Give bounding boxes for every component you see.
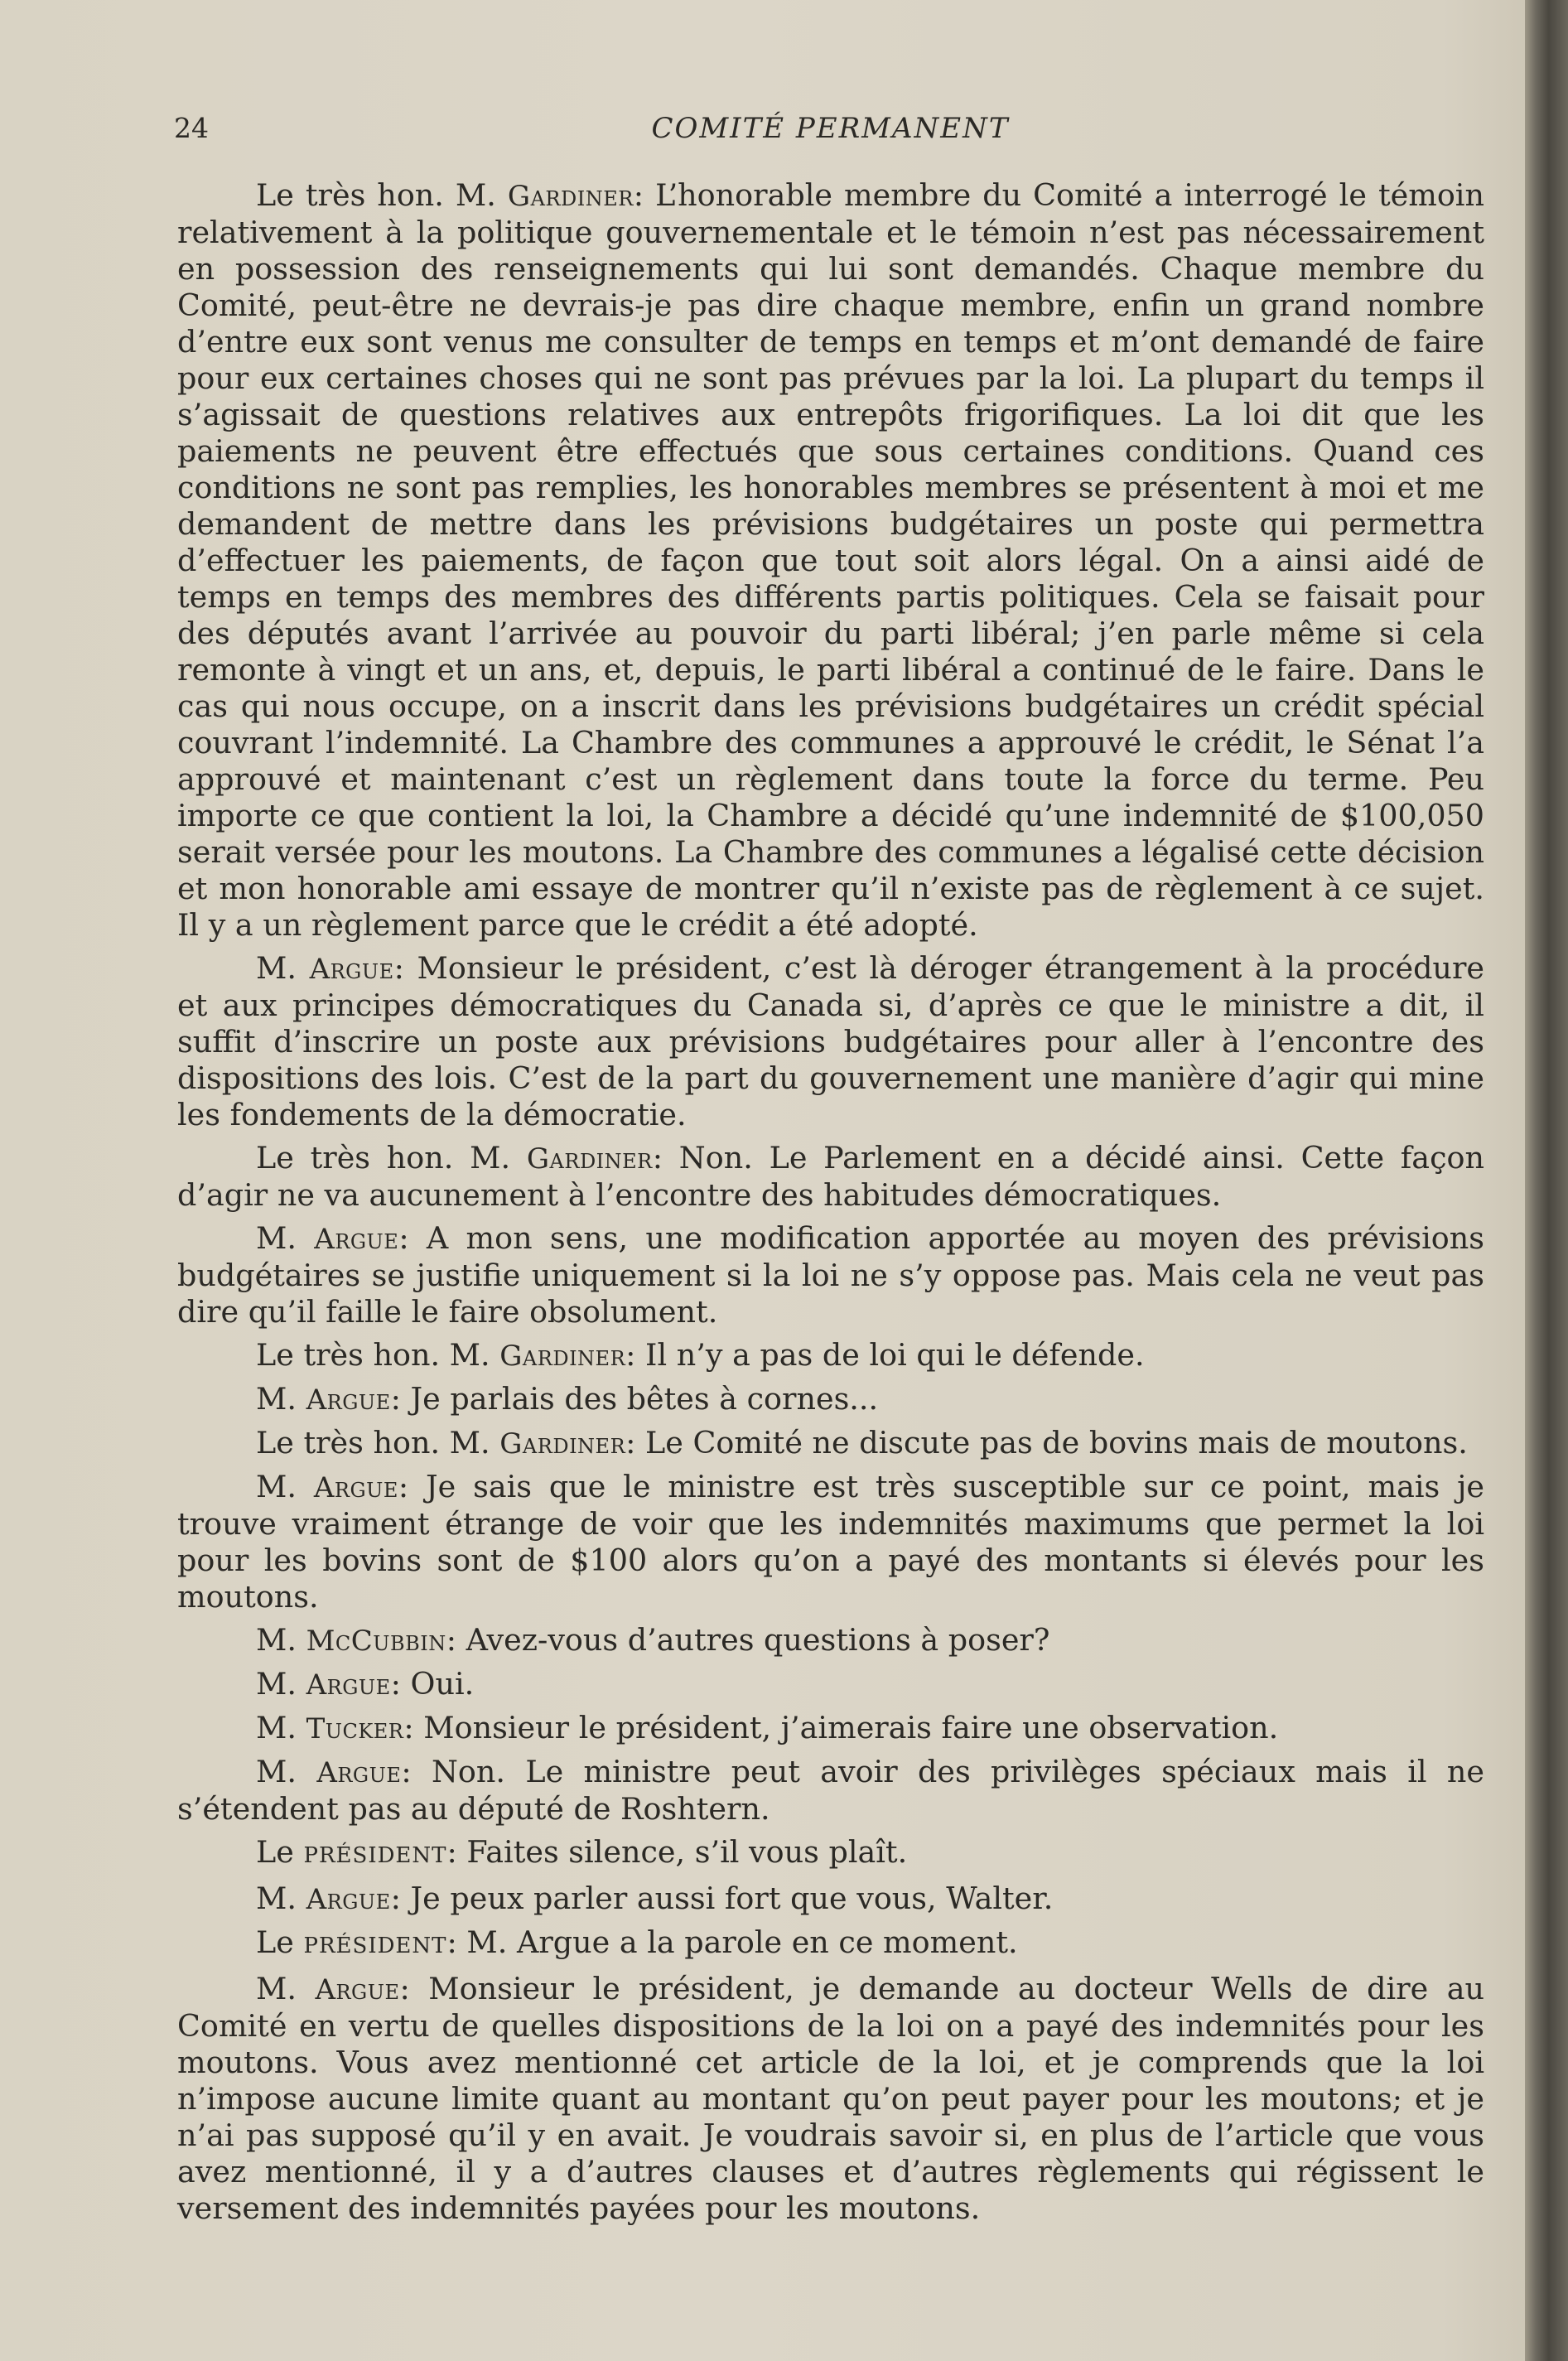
speaker-name: Gardiner xyxy=(499,1427,626,1461)
speech-paragraph xyxy=(177,1425,1484,1462)
speech-text: : Il n’y a pas de loi qui le défende. xyxy=(625,1337,1145,1373)
speaker-title: M. xyxy=(256,1220,315,1256)
speech-text: : Monsieur le président, c’est là déroger étrangement à la procédure et aux principes démocratiques du Canada si, d’après ce que le ministre a dit, il suffit d’inscrire un poste aux prévisions budgétaires pour aller à l’encontre des dispositions des lois. C’est de la part du gouvernement une manière d’agir qui mine les fondements de la démocratie. xyxy=(177,950,1484,1132)
speaker-name: McCubbin xyxy=(306,1625,446,1658)
speech-paragraph xyxy=(177,1666,1484,1703)
speech-paragraph xyxy=(177,1971,1484,2227)
speech-paragraph xyxy=(177,1337,1484,1374)
speech-paragraph xyxy=(177,1710,1484,1747)
speaker-name: Gardiner xyxy=(526,1142,653,1176)
speaker-title: M. xyxy=(256,1710,306,1745)
speech-paragraph xyxy=(177,177,1484,944)
speaker-title: Le très hon. M. xyxy=(256,1140,527,1176)
speaker-name: Argue xyxy=(315,1973,400,2006)
speech-text: : Je peux parler aussi fort que vous, Walter. xyxy=(390,1881,1054,1916)
speech-paragraph xyxy=(177,1381,1484,1418)
speech-text: : Je parlais des bêtes à cornes... xyxy=(390,1381,879,1417)
speech-paragraph xyxy=(177,1220,1484,1330)
speech-text: : Je sais que le ministre est très susceptible sur ce point, mais je trouve vraiment étrange de voir que les indemnités maximums que permet la loi pour les bovins sont de $100 alors qu’on a payé des montants si élevés pour les moutons. xyxy=(177,1469,1485,1615)
speaker-name: Argue xyxy=(306,1668,391,1702)
speaker-name: Tucker xyxy=(306,1712,404,1745)
speech-text: : Faites silence, s’il vous plaît. xyxy=(446,1834,908,1870)
speaker-title: M. xyxy=(256,1381,306,1417)
speech-paragraph xyxy=(177,1924,1484,1964)
speech-paragraph xyxy=(177,1469,1484,1615)
speech-paragraph xyxy=(177,1754,1484,1827)
speaker-title: Le xyxy=(256,1834,304,1870)
speaker-name: PRÉSIDENT xyxy=(303,1934,447,1958)
speech-paragraph xyxy=(177,1622,1484,1659)
speech-text: : M. Argue a la parole en ce moment. xyxy=(446,1924,1018,1960)
speaker-title: M. xyxy=(256,950,310,986)
speaker-title: Le xyxy=(256,1924,304,1960)
speaker-title: Le très hon. M. xyxy=(256,1337,500,1373)
speaker-name: Argue xyxy=(316,1756,402,1789)
speech-text: : Oui. xyxy=(390,1666,475,1702)
speaker-name: Argue xyxy=(313,1471,398,1504)
speaker-name: PRÉSIDENT xyxy=(303,1843,447,1868)
speaker-title: M. xyxy=(256,1881,306,1916)
speech-text: : A mon sens, une modification apportée au moyen des prévisions budgétaires se justifie uniquement si la loi ne s’y oppose pas. Mais cela ne veut pas dire qu’il faille le faire obsolument. xyxy=(177,1220,1485,1330)
speaker-name: Argue xyxy=(306,1383,391,1417)
speech-paragraph xyxy=(177,1881,1484,1918)
speech-text: : Non. Le ministre peut avoir des privilèges spéciaux mais il ne s’étendent pas au député de Roshtern. xyxy=(177,1754,1484,1827)
speaker-title: Le très hon. M. xyxy=(256,177,508,213)
transcript-body xyxy=(177,177,1484,2233)
speech-paragraph xyxy=(177,950,1484,1133)
speaker-name: Argue xyxy=(306,1883,391,1916)
speech-text: : L’honorable membre du Comité a interrogé le témoin relativement à la politique gouvernementale et le témoin n’est pas nécessairement en possession des renseignements qui lui sont demandés. Chaque membre du Comité, peut-être ne devrais-je pas dire chaque membre, enfin un grand nombre d’entre eux sont venus me consulter de temps en temps et m’ont demandé de faire pour eux certaines choses qui ne sont pas prévues par la loi. La plupart du temps il s’agissait de questions relatives aux entrepôts frigorifiques. La loi dit que les paiements ne peuvent être effectués que sous certaines conditions. Quand ces conditions ne sont pas remplies, les honorables membres se présentent à moi et me demandent de mettre dans les prévisions budgétaires un poste qui permettra d’effectuer les paiements, de façon que tout soit alors légal. On a ainsi aidé de temps en temps des membres des différents partis politiques. Cela se faisait pour des députés avant l’arrivée au pouvoir du parti libéral; j’en parle même si cela remonte à vingt et un ans, et, depuis, le parti libéral a continué de le faire. Dans le cas qui nous occupe, on a inscrit dans les prévisions budgétaires un crédit spécial couvrant l’indemnité. La Chambre des communes a approuvé le crédit, le Sénat l’a approuvé et maintenant c’est un règlement dans toute la force du terme. Peu importe ce que contient la loi, la Chambre a décidé qu’une indemnité de $100,050 serait versée pour les moutons. La Chambre des communes a légalisé cette décision et mon honorable ami essaye de montrer qu’il n’existe pas de règlement à ce sujet. Il y a un règlement parce que le crédit a été adopté. xyxy=(177,177,1484,943)
speaker-title: Le très hon. M. xyxy=(256,1425,500,1461)
speech-text: : Avez-vous d’autres questions à poser? xyxy=(446,1622,1050,1658)
speaker-title: M. xyxy=(256,1666,306,1702)
speaker-title: M. xyxy=(256,1622,306,1658)
page-header xyxy=(174,112,1487,155)
speech-paragraph xyxy=(177,1140,1484,1214)
speaker-name: Argue xyxy=(314,1223,399,1256)
speaker-name: Gardiner xyxy=(499,1340,626,1373)
book-binding-edge xyxy=(1525,0,1568,2361)
speaker-title: M. xyxy=(256,1971,316,2006)
speech-text: : Non. Le Parlement en a décidé ainsi. Cette façon d’agir ne va aucunement à l’encontre des habitudes démocratiques. xyxy=(177,1140,1484,1213)
speech-text: : Monsieur le président, j’aimerais faire une observation. xyxy=(403,1710,1279,1745)
speech-text: : Monsieur le président, je demande au docteur Wells de dire au Comité en vertu de quelles dispositions de la loi on a payé des indemnités pour les moutons. Vous avez mentionné cet article de la loi, et je comprends que la loi n’impose aucune limite quant au montant qu’on peut payer pour les moutons; et je n’ai pas supposé qu’il y en avait. Je voudrais savoir si, en plus de l’article que vous avez mentionné, il y a d’autres clauses et d’autres règlements qui régissent le versement des indemnités payées pour les moutons. xyxy=(177,1971,1484,2226)
speech-paragraph xyxy=(177,1834,1484,1874)
running-title: COMITÉ PERMANENT xyxy=(651,112,1010,145)
speaker-title: M. xyxy=(256,1754,317,1789)
speaker-name: Argue xyxy=(309,953,394,986)
speaker-name: Gardiner xyxy=(507,180,634,213)
page-number: 24 xyxy=(174,112,209,144)
speech-text: : Le Comité ne discute pas de bovins mais de moutons. xyxy=(625,1425,1468,1461)
speaker-title: M. xyxy=(256,1469,314,1504)
